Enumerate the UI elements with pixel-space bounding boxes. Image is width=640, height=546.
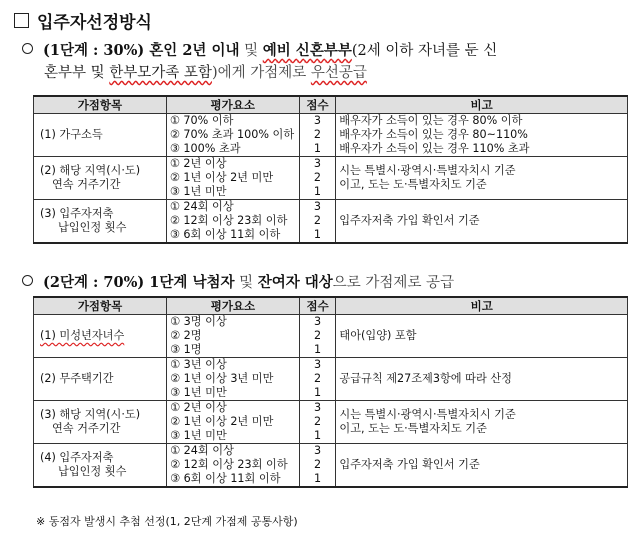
stage2-table [33, 296, 628, 488]
table-row [34, 315, 628, 358]
table-row [34, 444, 628, 488]
stage2-description [22, 272, 632, 294]
stage2-text-c: 및 [234, 275, 258, 291]
stage2-text-d: 잔여자 대상 [257, 274, 333, 291]
criteria-cell: ① 3명 이상 ② 2명 ③ 1명 [167, 315, 300, 358]
item-cell: (2) 해당 지역(시·도) 연속 거주기간 [34, 157, 167, 200]
stage1-text-g: 한부모가족 포함 [109, 65, 212, 81]
stage2-text-e: 으로 가점제로 공급 [332, 275, 455, 291]
table-row [34, 358, 628, 401]
item-cell: (1) 가구소득 [34, 114, 167, 157]
table-header-row [34, 297, 628, 315]
section-heading [14, 8, 152, 33]
score-cell: 3 2 1 [299, 200, 336, 244]
score-cell: 3 2 1 [299, 401, 336, 444]
criteria-cell: ① 24회 이상 ② 12회 이상 23회 이하 ③ 6회 이상 11회 이하 [166, 200, 299, 244]
score-cell: 3 2 1 [299, 444, 336, 488]
table-header-row [34, 96, 628, 114]
score-cell: 3 2 1 [299, 315, 336, 358]
criteria-cell: ① 70% 이하 ② 70% 초과 100% 이하 ③ 100% 초과 [166, 114, 299, 157]
note-cell: 공급규칙 제27조제3항에 따라 산정 [336, 358, 628, 401]
stage1-prefix: (1단계 : 30%) [43, 42, 145, 59]
col-note-header: 비고 [336, 96, 628, 114]
note-cell: 시는 특별시·광역시·특별자치시 기준 이고, 도는 도·특별자치도 기준 [336, 401, 628, 444]
score-cell: 3 2 1 [299, 157, 336, 200]
col-note-header: 비고 [336, 297, 628, 315]
checkbox-icon [14, 13, 29, 28]
stage1-text-e: 혼부부 [44, 65, 87, 81]
note-cell: 입주자저축 가입 확인서 기준 [336, 444, 628, 488]
criteria-cell: ① 2년 이상 ② 1년 이상 2년 미만 ③ 1년 미만 [166, 157, 299, 200]
stage1-text-i: 우선공급 [310, 65, 367, 81]
table-row [34, 401, 628, 444]
stage2-prefix: (2단계 : 70%) [43, 274, 145, 291]
item-cell: (1) 미성년자녀수 [34, 315, 167, 358]
stage1-text-h: )에게 가점제로 [211, 65, 311, 81]
stage1-text-b: 및 [239, 43, 263, 59]
col-item-header: 가점항목 [34, 297, 167, 315]
stage1-text-f: 및 [86, 65, 110, 81]
score-cell: 3 2 1 [299, 358, 336, 401]
note-cell: 시는 특별시·광역시·특별자치시 기준 이고, 도는 도·특별자치도 기준 [336, 157, 628, 200]
heading-text: 입주자선정방식 [37, 13, 152, 33]
item-cell: (4) 입주자저축 납입인정 횟수 [34, 444, 167, 488]
item-cell: (3) 입주자저축 납입인정 횟수 [34, 200, 167, 244]
circle-bullet-icon [22, 43, 33, 54]
stage1-description [22, 40, 632, 84]
score-cell: 3 2 1 [299, 114, 336, 157]
stage1-text-c: 예비 신혼부부 [262, 42, 352, 59]
table-row [34, 200, 628, 244]
col-item-header: 가점항목 [34, 96, 167, 114]
criteria-cell: ① 2년 이상 ② 1년 이상 2년 미만 ③ 1년 미만 [167, 401, 300, 444]
stage1-table [33, 95, 628, 244]
item-cell: (3) 해당 지역(시·도) 연속 거주기간 [34, 401, 167, 444]
stage2-text-b: 낙첨자 [192, 274, 235, 291]
criteria-cell: ① 3년 이상 ② 1년 이상 3년 미만 ③ 1년 미만 [167, 358, 300, 401]
circle-bullet-icon [22, 275, 33, 286]
footnote: ※ 동점자 발생시 추첨 선정(1, 2단계 가점제 공통사항) [36, 515, 298, 528]
item-cell: (2) 무주택기간 [34, 358, 167, 401]
stage1-text-d: (2세 이하 자녀를 둔 신 [351, 43, 498, 59]
note-cell: 입주자저축 가입 확인서 기준 [336, 200, 628, 244]
stage2-text-a: 1단계 [144, 274, 193, 291]
note-cell: 배우자가 소득이 있는 경우 80% 이하 배우자가 소득이 있는 경우 80~110% 배우자가 소득이 있는 경우 110% 초과 [336, 114, 628, 157]
col-score-header: 점수 [299, 96, 336, 114]
table-row [34, 157, 628, 200]
criteria-cell: ① 24회 이상 ② 12회 이상 23회 이하 ③ 6회 이상 11회 이하 [167, 444, 300, 488]
col-score-header: 점수 [299, 297, 336, 315]
note-cell: 태아(입양) 포함 [336, 315, 628, 358]
table-row [34, 114, 628, 157]
col-criteria-header: 평가요소 [166, 96, 299, 114]
stage1-text-a: 혼인 2년 이내 [144, 42, 240, 59]
col-criteria-header: 평가요소 [167, 297, 300, 315]
